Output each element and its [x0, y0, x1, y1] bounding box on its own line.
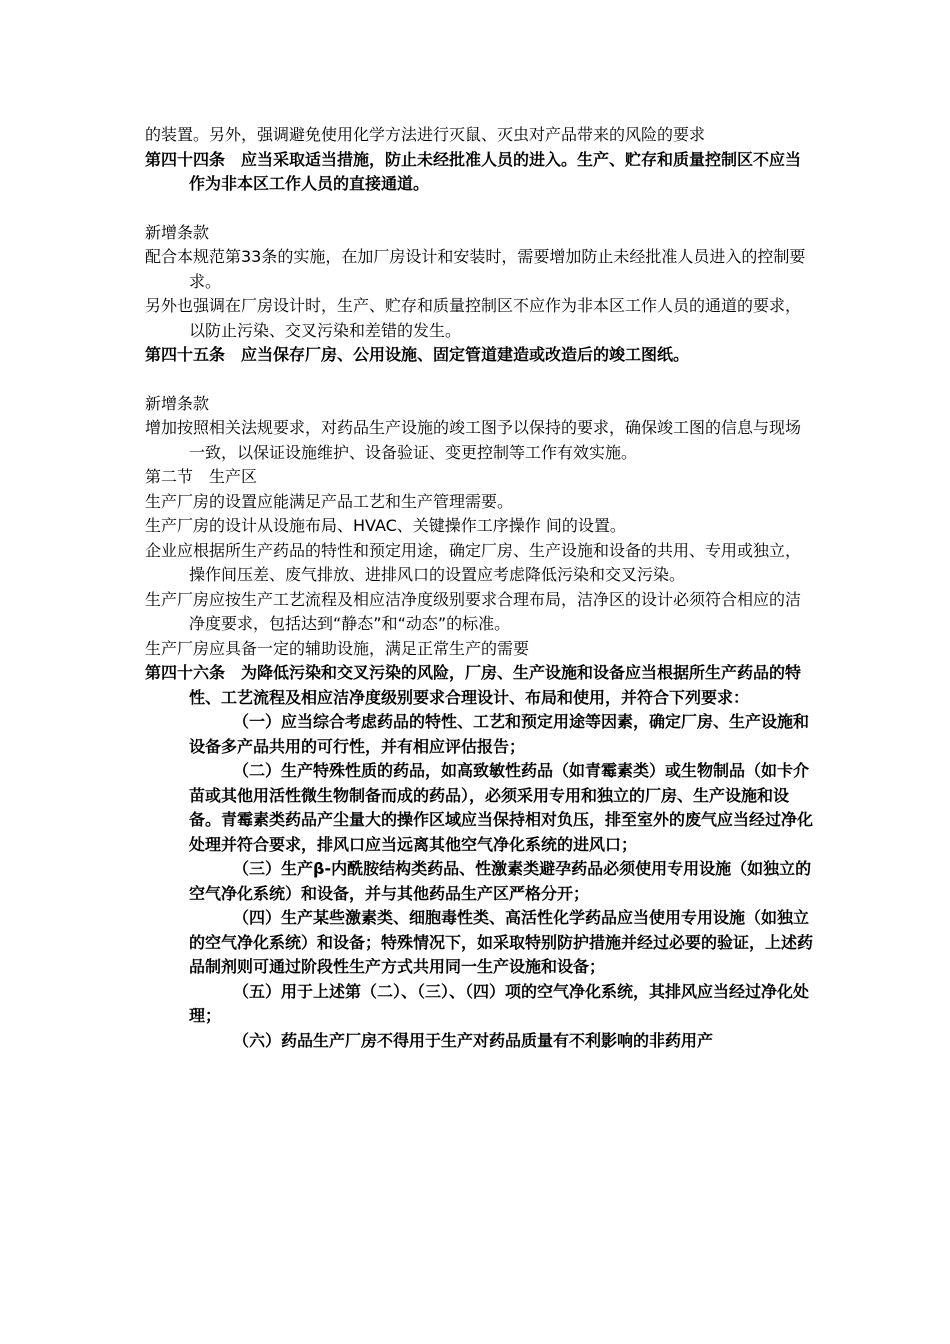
document-page: [145, 123, 815, 1053]
article-46-item-3: （三）生产β-内酰胺结构类药品、性激素类避孕药品必须使用专用设施（如独立的空气净化系统）和设备，并与其他药品生产区严格分开；: [189, 859, 812, 903]
article-46-item-1: （一）应当综合考虑药品的特性、工艺和预定用途等因素，确定厂房、生产设施和设备多产品共用的可行性，并有相应评估报告；: [189, 712, 810, 756]
paragraph-shared-dedicated: 企业应根据所生产药品的特性和预定用途，确定厂房、生产设施和设备的共用、专用或独立，操作间压差、废气排放、进排风口的设置应考虑降低污染和交叉污染。: [145, 540, 802, 584]
paragraph-plant-setup: 生产厂房的设置应能满足产品工艺和生产管理需要。: [145, 491, 514, 511]
paragraph-auxiliary: 生产厂房应具备一定的辅助设施，满足正常生产的需要: [145, 638, 530, 658]
section-heading: 第二节 生产区: [145, 467, 258, 486]
blank-line: [145, 368, 815, 392]
article-46-item-6: （六）药品生产厂房不得用于生产对药品质量有不利影响的非药用产: [233, 1030, 714, 1050]
article-46: 第四十六条 为降低污染和交叉污染的风险，厂房、生产设施和设备应当根据所生产药品的特性、工艺流程及相应洁净度级别要求合理设计、布局和使用，并符合下列要求：: [145, 663, 802, 707]
article-44: 第四十四条 应当采取适当措施，防止未经批准人员的进入。生产、贮存和质量控制区不应当作为非本区工作人员的直接通道。: [145, 149, 802, 193]
article-46-item-4: （四）生产某些激素类、细胞毒性类、高活性化学药品应当使用专用设施（如独立的空气净化系统）和设备；特殊情况下，如采取特别防护措施并经过必要的验证，上述药品制剂则可通过阶段性生产方式共用同一生产设施和设备；: [189, 908, 814, 976]
article-45: 第四十五条 应当保存厂房、公用设施、固定管道建造或改造后的竣工图纸。: [145, 345, 690, 364]
blank-line: [145, 197, 815, 221]
paragraph-note-passage: 另外也强调在厂房设计时，生产、贮存和质量控制区不应作为非本区工作人员的通道的要求，以防止污染、交叉污染和差错的发生。: [145, 296, 802, 340]
new-clause-label-1: 新增条款: [145, 222, 210, 242]
paragraph-layout: 生产厂房应按生产工艺流程及相应洁净度级别要求合理布局，洁净区的设计必须符合相应的洁净度要求，包括达到“静态”和“动态”的标准。: [145, 589, 802, 633]
article-46-item-5: （五）用于上述第（二）、（三）、（四）项的空气净化系统，其排风应当经过净化处理；: [189, 981, 810, 1025]
paragraph-continuation: 的装置。另外，强调避免使用化学方法进行灭鼠、灭虫对产品带来的风险的要求: [145, 125, 706, 144]
article-46-item-2: （二）生产特殊性质的药品，如高致敏性药品（如青霉素类）或生物制品（如卡介苗或其他用活性微生物制备而成的药品），必须采用专用和独立的厂房、生产设施和设备。青霉素类药品产尘量大的操作区域应当保持相对负压，排至室外的废气应当经过净化处理并符合要求，排风口应当远离其他空气净化系统的进风口；: [189, 761, 814, 854]
paragraph-as-built: 增加按照相关法规要求，对药品生产设施的竣工图予以保持的要求，确保竣工图的信息与现场一致，以保证设施维护、设备验证、变更控制等工作有效实施。: [145, 418, 802, 462]
new-clause-label-2: 新增条款: [145, 393, 210, 413]
paragraph-plant-design: 生产厂房的设计从设施布局、HVAC、关键操作工序操作 间的设置。: [145, 516, 626, 535]
paragraph-note-33: 配合本规范第33条的实施，在加厂房设计和安装时，需要增加防止未经批准人员进入的控制要求。: [145, 247, 806, 291]
